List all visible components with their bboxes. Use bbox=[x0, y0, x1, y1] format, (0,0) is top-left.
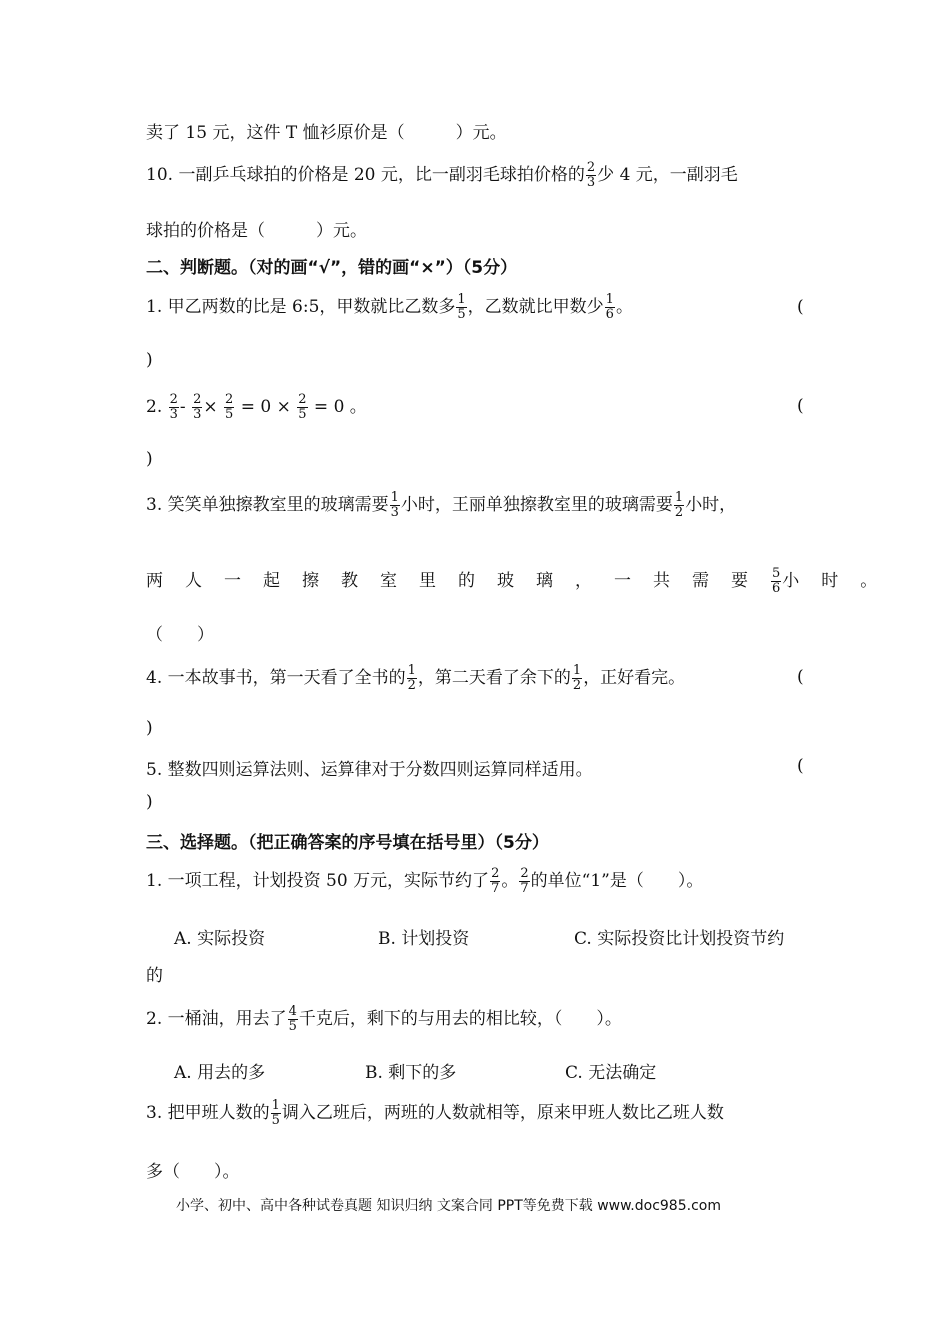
q10-line1 bbox=[146, 160, 738, 190]
answer-bracket-open: ( bbox=[797, 396, 804, 416]
fraction: $\frac{2}{3}$ bbox=[193, 392, 202, 422]
q10-text-b: 少 4 元，一副羽毛 bbox=[597, 165, 738, 185]
fraction: $\frac{2}{7}$ bbox=[491, 866, 500, 896]
section3-title: 三、选择题。（把正确答案的序号填在括号里）（5分） bbox=[146, 833, 549, 853]
fraction: $\frac{2}{5}$ bbox=[225, 392, 234, 422]
option-a: A. 实际投资 bbox=[174, 929, 266, 949]
fraction: $\frac{1}{6}$ bbox=[605, 292, 614, 322]
fraction: $\frac{1}{5}$ bbox=[271, 1098, 280, 1128]
option-b: B. 计划投资 bbox=[378, 929, 470, 949]
fraction: $\frac{2}{3}$ bbox=[586, 160, 596, 190]
choice-q3: 3. 把甲班人数的 $\frac{1}{5}$ 调入乙班后，两班的人数就相等，原来甲班人数比乙班人数 bbox=[146, 1098, 724, 1128]
section2-title: 二、判断题。（对的画“√”，错的画“×”）（5分） bbox=[146, 258, 518, 278]
fraction: $\frac{1}{5}$ bbox=[457, 292, 466, 322]
option-a: A. 用去的多 bbox=[174, 1063, 266, 1083]
option-c: C. 无法确定 bbox=[565, 1063, 657, 1083]
answer-bracket-close: ) bbox=[146, 350, 153, 370]
choice-q1: 1. 一项工程，计划投资 50 万元，实际节约了 $\frac{2}{7}$ 。 $\frac{2}{7}$ 的单位“1”是（ ）。 bbox=[146, 866, 704, 896]
answer-bracket-close: ) bbox=[146, 718, 153, 738]
answer-bracket-open: ( bbox=[797, 667, 804, 687]
q9-continuation: 卖了 15 元，这件 T 恤衫原价是（ ）元。 bbox=[146, 123, 507, 143]
q10-line2: 球拍的价格是（ ）元。 bbox=[146, 221, 367, 241]
fraction: $\frac{1}{2}$ bbox=[674, 490, 684, 520]
answer-bracket-open: ( bbox=[797, 756, 804, 776]
option-c: C. 实际投资比计划投资节约 bbox=[574, 929, 785, 949]
judge-q1: 1. 甲乙两数的比是 6:5，甲数就比乙数多 $\frac{1}{5}$ ，乙数就比甲数少 $\frac{1}{6}$ 。 bbox=[146, 292, 633, 322]
choice-q2: 2. 一桶油，用去了 $\frac{4}{5}$ 千克后，剩下的与用去的相比较，（ ）。 bbox=[146, 1004, 622, 1034]
judge-q3-line2: 两人一起擦教室里的玻璃，一共需要 $\frac{5}{6}$ 小时。 bbox=[146, 566, 900, 596]
choice-q3-line2: 多（ ）。 bbox=[146, 1162, 240, 1182]
judge-q5: 5. 整数四则运算法则、运算律对于分数四则运算同样适用。 bbox=[146, 760, 593, 780]
judge-q4: 4. 一本故事书，第一天看了全书的 $\frac{1}{2}$ ，第二天看了余下的 $\frac{1}{2}$ ，正好看完。 bbox=[146, 663, 686, 693]
option-c-wrap: 的 bbox=[146, 966, 163, 986]
q10-text-a: 10. 一副乒乓球拍的价格是 20 元，比一副羽毛球拍价格的 bbox=[146, 165, 585, 185]
judge-q2: 2. $\frac{2}{3}$ - $\frac{2}{3}$ × $\frac{2}{5}$ = 0 × $\frac{2}{5}$ = 0 。 bbox=[146, 392, 367, 422]
fraction: $\frac{5}{6}$ bbox=[772, 566, 781, 596]
answer-bracket-close: ) bbox=[146, 792, 153, 812]
judge-q3: 3. 笑笑单独擦教室里的玻璃需要 $\frac{1}{3}$ 小时，王丽单独擦教室里的玻璃需要 $\frac{1}{2}$ 小时， bbox=[146, 490, 737, 520]
footer-text: 小学、初中、高中各种试卷真题 知识归纳 文案合同 PPT等免费下载 www.doc985.com bbox=[176, 1198, 721, 1214]
fraction: $\frac{2}{3}$ bbox=[169, 392, 178, 422]
fraction: $\frac{1}{2}$ bbox=[572, 663, 582, 693]
fraction: $\frac{4}{5}$ bbox=[288, 1004, 297, 1034]
fraction: $\frac{1}{2}$ bbox=[407, 663, 416, 693]
fraction: $\frac{2}{5}$ bbox=[298, 392, 307, 422]
answer-bracket-open: ( bbox=[797, 297, 804, 317]
answer-bracket-close: ) bbox=[146, 449, 153, 469]
answer-bracket: （ ） bbox=[146, 625, 214, 645]
fraction: $\frac{1}{3}$ bbox=[390, 490, 399, 520]
fraction: $\frac{2}{7}$ bbox=[520, 866, 529, 896]
option-b: B. 剩下的多 bbox=[365, 1063, 457, 1083]
